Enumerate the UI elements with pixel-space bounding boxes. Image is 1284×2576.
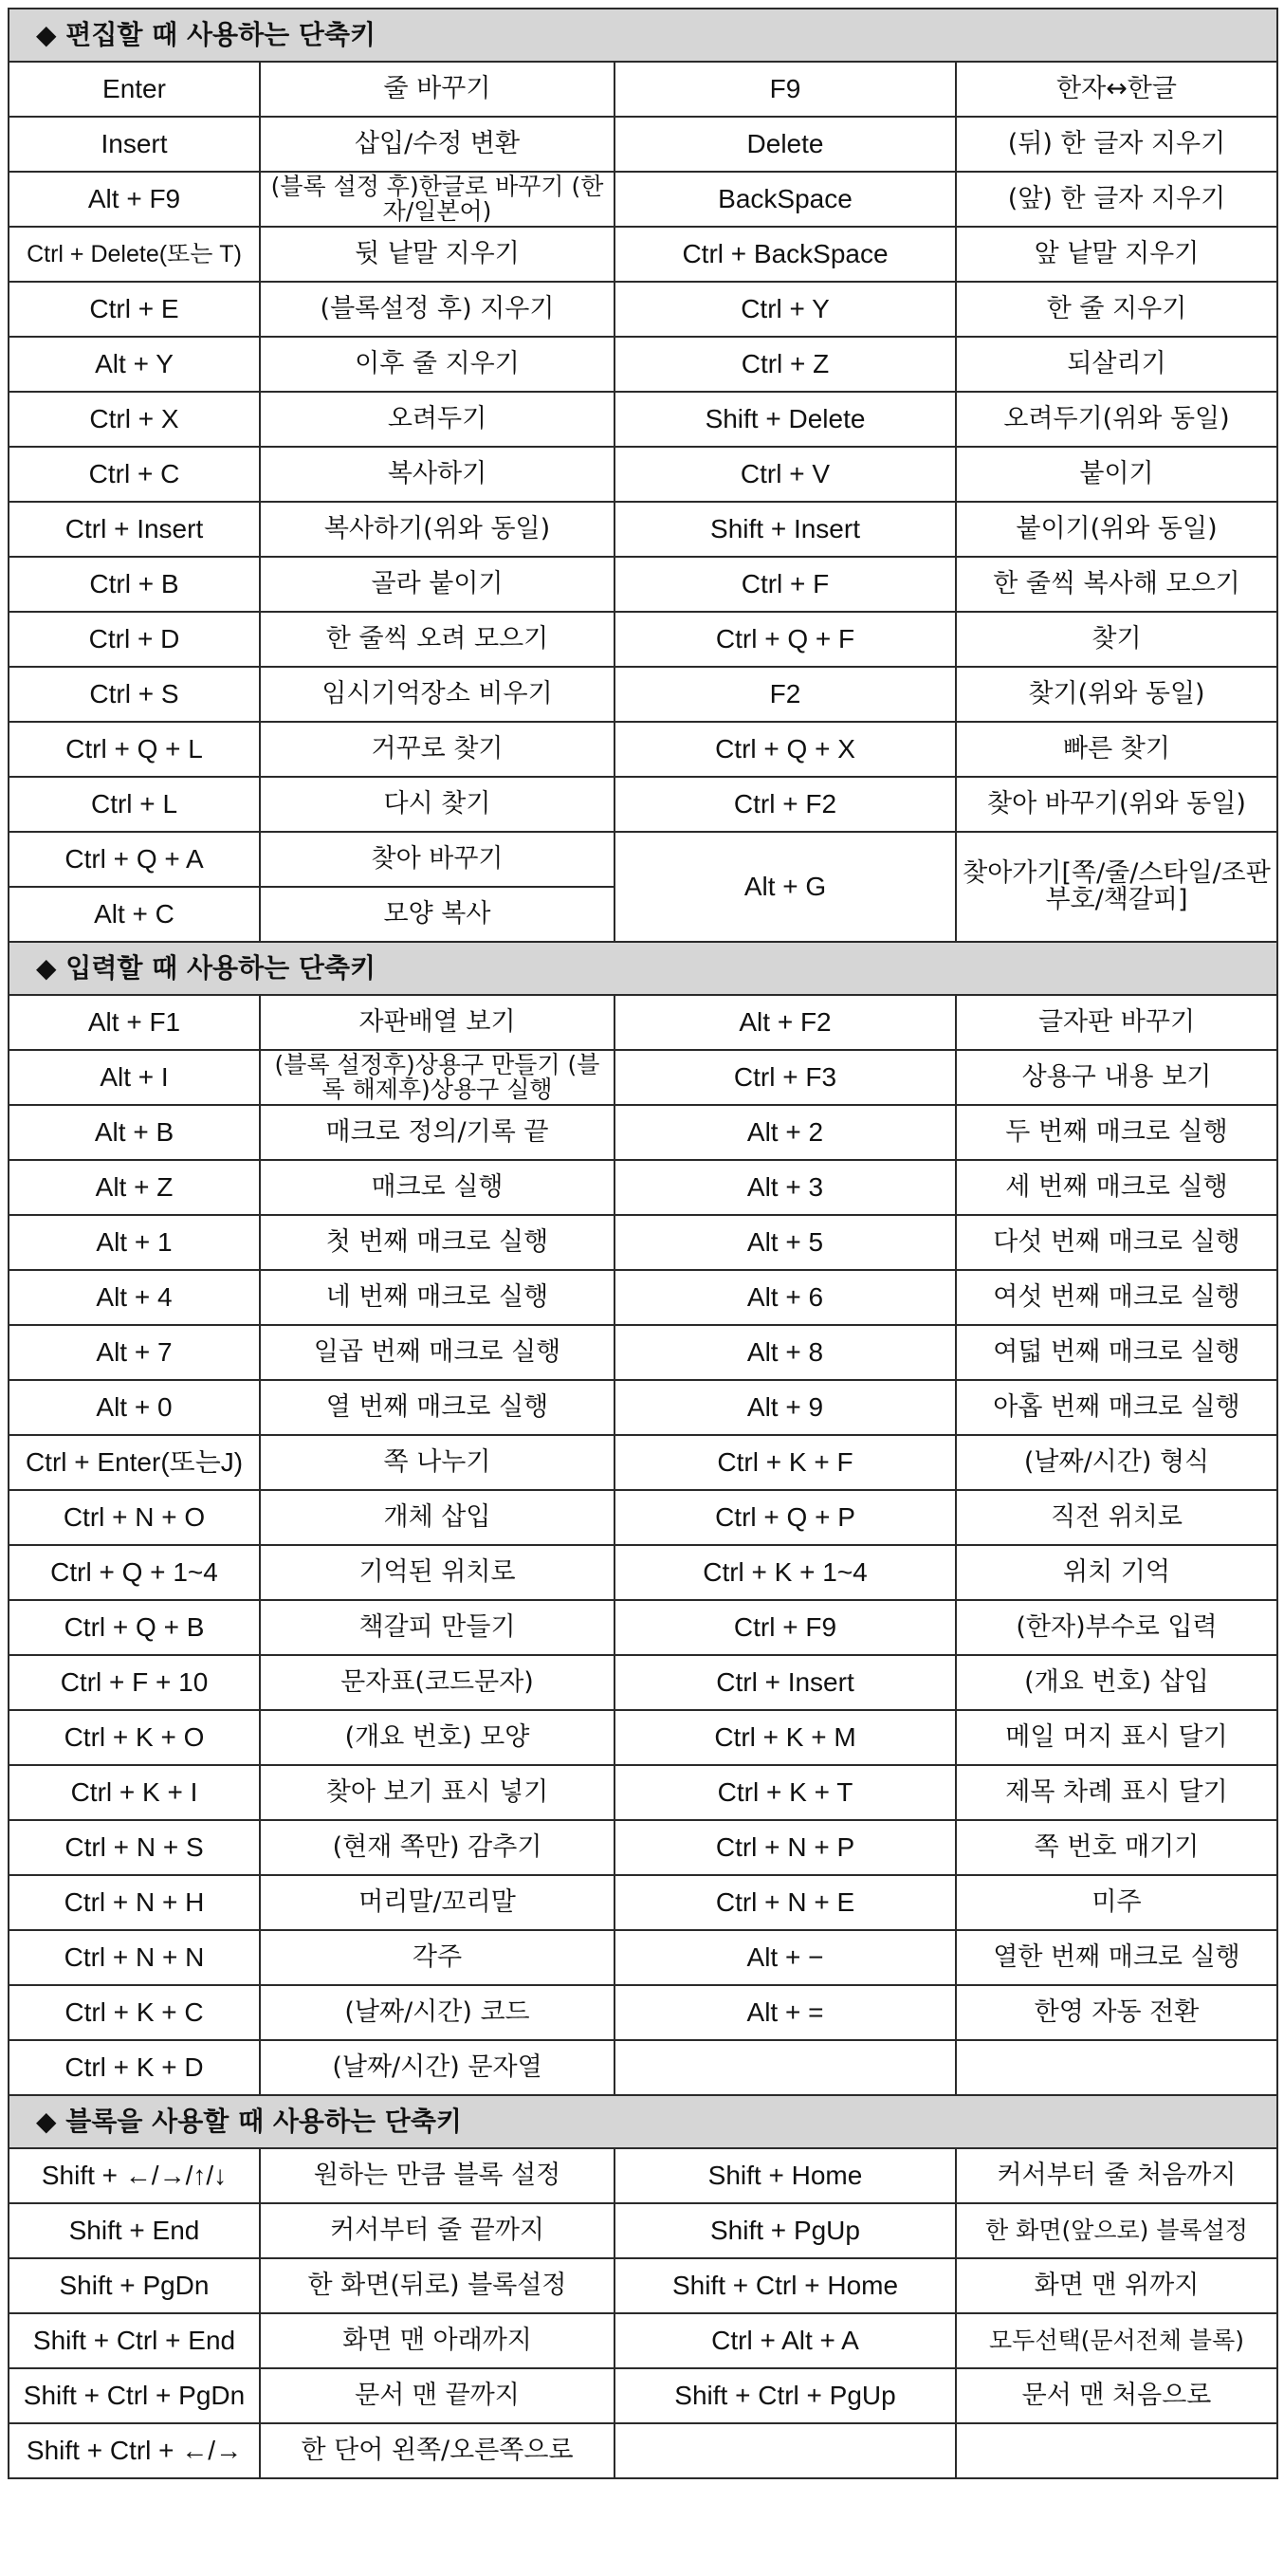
table-row [9,1655,1277,1710]
table-row [9,995,1277,1050]
section-header-block [9,2095,1277,2148]
table-row [9,172,1277,227]
shortcut-key: Alt + 3 [614,1160,956,1215]
shortcut-key: Ctrl + Y [614,282,956,337]
shortcut-key: Shift + PgUp [614,2203,956,2258]
shortcut-desc: (한자)부수로 입력 [956,1600,1277,1655]
shortcut-desc: 쪽 나누기 [260,1435,614,1490]
shortcut-desc: 열 번째 매크로 실행 [260,1380,614,1435]
table-row [9,722,1277,777]
section-header-edit [9,9,1277,62]
shortcut-desc: 미주 [956,1875,1277,1930]
shortcut-key: Ctrl + L [9,777,260,832]
table-row [9,1325,1277,1380]
table-row [9,227,1277,282]
shortcut-key: Alt + 1 [9,1215,260,1270]
section-header-input [9,942,1277,995]
table-row [9,2148,1277,2203]
shortcut-key: Alt + 2 [614,1105,956,1160]
shortcut-key: Ctrl + E [9,282,260,337]
shortcut-desc: 거꾸로 찾기 [260,722,614,777]
table-row [9,2368,1277,2423]
shortcut-key: Ctrl + K + O [9,1710,260,1765]
shortcut-desc: 문서 맨 끝까지 [260,2368,614,2423]
shortcut-desc: 임시기억장소 비우기 [260,667,614,722]
shortcut-key: Ctrl + Enter(또는J) [9,1435,260,1490]
shortcut-key: Ctrl + S [9,667,260,722]
table-row [9,2258,1277,2313]
shortcut-desc: 삽입/수정 변환 [260,117,614,172]
shortcut-key: Shift + ←/→/↑/↓ [9,2148,260,2203]
shortcut-desc: (뒤) 한 글자 지우기 [956,117,1277,172]
shortcut-desc: 아홉 번째 매크로 실행 [956,1380,1277,1435]
shortcut-desc: 일곱 번째 매크로 실행 [260,1325,614,1380]
shortcut-key: Alt + 8 [614,1325,956,1380]
shortcut-desc: 각주 [260,1930,614,1985]
shortcut-desc: 기억된 위치로 [260,1545,614,1600]
shortcut-key: Enter [9,62,260,117]
shortcut-key: Ctrl + Z [614,337,956,392]
shortcut-desc: (날짜/시간) 형식 [956,1435,1277,1490]
shortcut-key: Alt + 6 [614,1270,956,1325]
shortcut-desc: 붙이기 [956,447,1277,502]
shortcut-key: Ctrl + K + M [614,1710,956,1765]
table-row [9,1545,1277,1600]
shortcut-key: Alt + C [9,887,260,942]
table-row [9,1160,1277,1215]
shortcut-desc: (현재 쪽만) 감추기 [260,1820,614,1875]
shortcut-key: Shift + End [9,2203,260,2258]
shortcut-key: Shift + Ctrl + Home [614,2258,956,2313]
shortcut-key: Ctrl + Delete(또는 T) [9,227,260,282]
shortcut-key: Shift + Home [614,2148,956,2203]
table-row [9,557,1277,612]
table-row [9,1105,1277,1160]
shortcut-desc: (날짜/시간) 코드 [260,1985,614,2040]
table-row [9,337,1277,392]
shortcut-key: Ctrl + N + S [9,1820,260,1875]
shortcut-key: Ctrl + K + C [9,1985,260,2040]
shortcut-desc: 세 번째 매크로 실행 [956,1160,1277,1215]
shortcut-key: Delete [614,117,956,172]
table-row [9,502,1277,557]
table-row [9,282,1277,337]
shortcut-desc: 열한 번째 매크로 실행 [956,1930,1277,1985]
shortcut-sheet [8,8,1276,2479]
table-row [9,2423,1277,2478]
shortcut-key: Alt + 7 [9,1325,260,1380]
shortcut-key: Alt + F9 [9,172,260,227]
shortcut-key: Ctrl + N + O [9,1490,260,1545]
shortcut-desc: 찾아 바꾸기(위와 동일) [956,777,1277,832]
shortcut-key: Ctrl + V [614,447,956,502]
shortcut-key: F2 [614,667,956,722]
shortcut-desc: 메일 머지 표시 달기 [956,1710,1277,1765]
shortcut-desc: 오려두기(위와 동일) [956,392,1277,447]
shortcut-key: Ctrl + K + F [614,1435,956,1490]
shortcut-desc: 빠른 찾기 [956,722,1277,777]
table-row [9,612,1277,667]
shortcut-key: Ctrl + X [9,392,260,447]
shortcut-desc: (앞) 한 글자 지우기 [956,172,1277,227]
shortcut-key: Ctrl + Q + 1~4 [9,1545,260,1600]
shortcut-desc: 찾기(위와 동일) [956,667,1277,722]
shortcut-key: Ctrl + F [614,557,956,612]
shortcut-key: Ctrl + BackSpace [614,227,956,282]
shortcut-key: Insert [9,117,260,172]
shortcut-desc: 다섯 번째 매크로 실행 [956,1215,1277,1270]
shortcut-desc: 뒷 낱말 지우기 [260,227,614,282]
shortcut-key: Alt + F1 [9,995,260,1050]
table-row [9,392,1277,447]
shortcut-key: Shift + Ctrl + ←/→ [9,2423,260,2478]
shortcut-key: Alt + 5 [614,1215,956,1270]
shortcut-key: Shift + Ctrl + End [9,2313,260,2368]
shortcut-key: Shift + Ctrl + PgDn [9,2368,260,2423]
shortcut-desc: 한 줄 지우기 [956,282,1277,337]
table-row [9,1380,1277,1435]
section-title: ◆ 블록을 사용할 때 사용하는 단축키 [9,2095,1277,2148]
shortcut-key: Ctrl + F9 [614,1600,956,1655]
shortcut-desc: 쪽 번호 매기기 [956,1820,1277,1875]
shortcut-key: Ctrl + N + H [9,1875,260,1930]
table-row [9,1985,1277,2040]
shortcut-desc [956,2423,1277,2478]
table-row [9,1875,1277,1930]
shortcut-desc: 앞 낱말 지우기 [956,227,1277,282]
shortcut-key: Ctrl + C [9,447,260,502]
shortcut-key: Ctrl + N + E [614,1875,956,1930]
shortcut-key: Ctrl + D [9,612,260,667]
shortcut-key: BackSpace [614,172,956,227]
section-title: ◆ 입력할 때 사용하는 단축키 [9,942,1277,995]
shortcut-desc: 찾아 보기 표시 넣기 [260,1765,614,1820]
shortcut-key: Alt + 0 [9,1380,260,1435]
shortcut-desc: 이후 줄 지우기 [260,337,614,392]
shortcut-desc: (날짜/시간) 문자열 [260,2040,614,2095]
shortcut-desc: 복사하기 [260,447,614,502]
shortcut-key: Ctrl + F2 [614,777,956,832]
shortcut-key: Ctrl + Q + B [9,1600,260,1655]
shortcut-key-merged: Alt + G [614,832,956,942]
table-row [9,777,1277,832]
table-row [9,447,1277,502]
shortcut-desc: 한 화면(뒤로) 블록설정 [260,2258,614,2313]
shortcut-desc: 원하는 만큼 블록 설정 [260,2148,614,2203]
shortcut-desc: 골라 붙이기 [260,557,614,612]
shortcut-key: Alt + Y [9,337,260,392]
shortcut-desc: 한 줄씩 오려 모으기 [260,612,614,667]
shortcut-desc: 붙이기(위와 동일) [956,502,1277,557]
shortcut-desc: 제목 차례 표시 달기 [956,1765,1277,1820]
shortcut-desc: 글자판 바꾸기 [956,995,1277,1050]
shortcut-desc: 화면 맨 아래까지 [260,2313,614,2368]
table-row [9,832,1277,887]
table-row [9,1490,1277,1545]
shortcut-key: Ctrl + F3 [614,1050,956,1105]
table-row [9,1600,1277,1655]
shortcut-key: Ctrl + N + N [9,1930,260,1985]
shortcut-key: Shift + Delete [614,392,956,447]
shortcut-desc: 책갈피 만들기 [260,1600,614,1655]
shortcut-desc: 여덟 번째 매크로 실행 [956,1325,1277,1380]
shortcut-key: Ctrl + Alt + A [614,2313,956,2368]
shortcut-key: Alt + I [9,1050,260,1105]
shortcut-desc: 화면 맨 위까지 [956,2258,1277,2313]
shortcut-desc: 오려두기 [260,392,614,447]
shortcut-desc: 한영 자동 전환 [956,1985,1277,2040]
shortcut-key: Ctrl + N + P [614,1820,956,1875]
shortcut-desc: 상용구 내용 보기 [956,1050,1277,1105]
shortcut-desc: (개요 번호) 모양 [260,1710,614,1765]
shortcut-desc: 다시 찾기 [260,777,614,832]
shortcut-key: Alt + 4 [9,1270,260,1325]
shortcut-desc: 문서 맨 처음으로 [956,2368,1277,2423]
shortcut-key: Shift + Ctrl + PgUp [614,2368,956,2423]
shortcut-key: Alt + − [614,1930,956,1985]
section-title: ◆ 편집할 때 사용하는 단축키 [9,9,1277,62]
shortcut-desc: 복사하기(위와 동일) [260,502,614,557]
shortcut-key: Ctrl + B [9,557,260,612]
table-row [9,1435,1277,1490]
shortcut-key: Ctrl + K + T [614,1765,956,1820]
shortcut-desc: (개요 번호) 삽입 [956,1655,1277,1710]
shortcut-key [614,2040,956,2095]
table-row [9,1215,1277,1270]
table-row [9,2203,1277,2258]
shortcut-desc: 한 화면(앞으로) 블록설정 [956,2203,1277,2258]
shortcut-key: Shift + PgDn [9,2258,260,2313]
shortcut-desc: 한자↔한글 [956,62,1277,117]
table-row [9,667,1277,722]
shortcut-desc: 매크로 실행 [260,1160,614,1215]
shortcut-key [614,2423,956,2478]
table-row [9,2313,1277,2368]
table-row [9,1930,1277,1985]
table-row [9,1820,1277,1875]
table-row [9,1050,1277,1105]
shortcut-key: Alt + B [9,1105,260,1160]
shortcut-desc: 네 번째 매크로 실행 [260,1270,614,1325]
shortcut-desc: (블록 설정 후)한글로 바꾸기 (한자/일본어) [260,172,614,227]
table-row [9,62,1277,117]
shortcut-desc: 위치 기억 [956,1545,1277,1600]
shortcut-desc: (블록설정 후) 지우기 [260,282,614,337]
table-row [9,1710,1277,1765]
table-row [9,2040,1277,2095]
shortcut-desc: (블록 설정후)상용구 만들기 (블록 해제후)상용구 실행 [260,1050,614,1105]
shortcut-key: Ctrl + K + D [9,2040,260,2095]
shortcut-key: Ctrl + Q + F [614,612,956,667]
shortcut-desc: 되살리기 [956,337,1277,392]
shortcut-key: Alt + = [614,1985,956,2040]
shortcut-key: Alt + F2 [614,995,956,1050]
shortcut-desc: 커서부터 줄 처음까지 [956,2148,1277,2203]
shortcut-desc: 줄 바꾸기 [260,62,614,117]
shortcut-desc: 한 단어 왼쪽/오른쪽으로 [260,2423,614,2478]
shortcut-table [8,8,1278,2479]
shortcut-desc: 찾아 바꾸기 [260,832,614,887]
shortcut-desc [956,2040,1277,2095]
shortcut-desc: 직전 위치로 [956,1490,1277,1545]
shortcut-desc: 머리말/꼬리말 [260,1875,614,1930]
shortcut-desc: 두 번째 매크로 실행 [956,1105,1277,1160]
shortcut-desc: 모두선택(문서전체 블록) [956,2313,1277,2368]
shortcut-key: Ctrl + Q + A [9,832,260,887]
shortcut-desc: 모양 복사 [260,887,614,942]
shortcut-key: Ctrl + Q + L [9,722,260,777]
table-row [9,1765,1277,1820]
shortcut-key: Alt + Z [9,1160,260,1215]
shortcut-desc: 첫 번째 매크로 실행 [260,1215,614,1270]
shortcut-desc: 자판배열 보기 [260,995,614,1050]
shortcut-desc: 커서부터 줄 끝까지 [260,2203,614,2258]
shortcut-key: Alt + 9 [614,1380,956,1435]
shortcut-key: Ctrl + Insert [614,1655,956,1710]
shortcut-key: Ctrl + Insert [9,502,260,557]
table-row [9,117,1277,172]
shortcut-desc: 여섯 번째 매크로 실행 [956,1270,1277,1325]
shortcut-key: Ctrl + K + 1~4 [614,1545,956,1600]
shortcut-key: Ctrl + Q + X [614,722,956,777]
shortcut-key: Shift + Insert [614,502,956,557]
table-row [9,1270,1277,1325]
shortcut-key: Ctrl + F + 10 [9,1655,260,1710]
shortcut-desc: 찾기 [956,612,1277,667]
shortcut-key: Ctrl + Q + P [614,1490,956,1545]
shortcut-desc: 개체 삽입 [260,1490,614,1545]
shortcut-desc: 한 줄씩 복사해 모으기 [956,557,1277,612]
shortcut-key: F9 [614,62,956,117]
shortcut-desc-merged: 찾아가기[쪽/줄/스타일/조판부호/책갈피] [956,832,1277,942]
shortcut-key: Ctrl + K + I [9,1765,260,1820]
shortcut-desc: 문자표(코드문자) [260,1655,614,1710]
shortcut-desc: 매크로 정의/기록 끝 [260,1105,614,1160]
